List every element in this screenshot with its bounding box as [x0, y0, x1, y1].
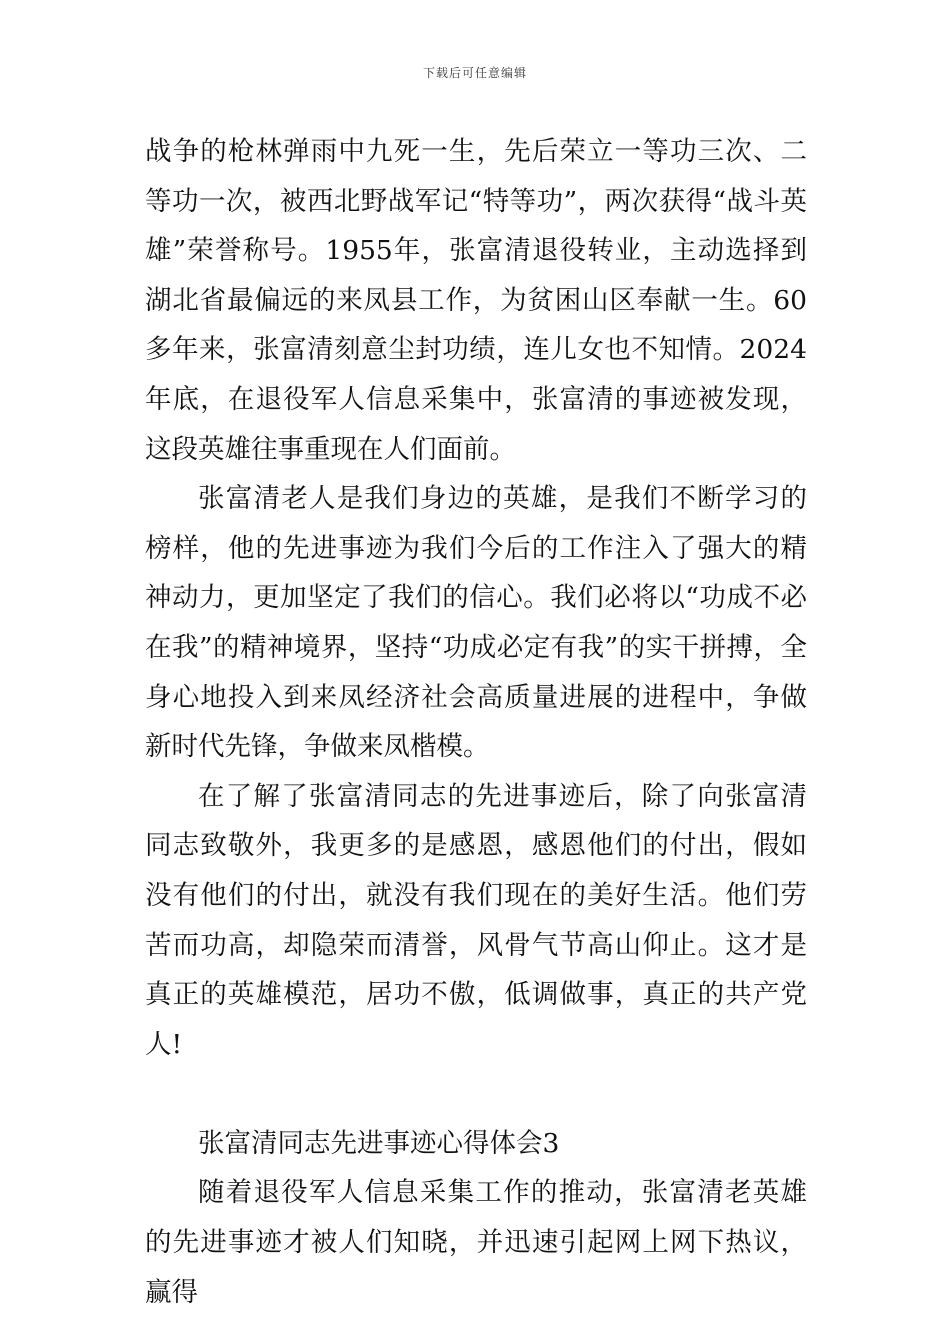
section-title: 张富清同志先进事迹心得体会3 — [198, 1127, 560, 1159]
page-header-note: 下载后可任意编辑 — [422, 66, 527, 80]
section-spacer — [145, 1069, 807, 1119]
paragraph-3: 在了解了张富清同志的先进事迹后，除了向张富清同志致敬外，我更多的是感恩，感恩他们的付出，假如没有他们的付出，就没有我们现在的美好生活。他们劳苦而功高，却隐荣而清誉，风骨气节高山仰止。这才是真正的英雄模范，居功不傲，低调做事，真正的共产党人! — [145, 780, 807, 1060]
paragraph-1: 战争的枪林弹雨中九死一生，先后荣立一等功三次、二等功一次，被西北野战军记“特等功”，两次获得“战斗英雄”荣誉称号。1955年，张富清退役转业，主动选择到湖北省最偏远的来凤县工作，为贫困山区奉献一生。60多年来，张富清刻意尘封功绩，连儿女也不知情。2024年底，在退役军人信息采集中，张富清的事迹被发现，这段英雄往事重现在人们面前。 — [145, 136, 807, 465]
paragraph-2: 张富清老人是我们身边的英雄，是我们不断学习的榜样，他的先进事迹为我们今后的工作注入了强大的精神动力，更加坚定了我们的信心。我们必将以“功成不必在我”的精神境界，坚持“功成必定有我”的实干拼搏，全身心地投入到来凤经济社会高质量进展的进程中，争做新时代先锋，争做来凤楷模。 — [145, 483, 807, 763]
document-body — [145, 127, 807, 1317]
paragraph-4: 随着退役军人信息采集工作的推动，张富清老英雄的先进事迹才被人们知晓，并迅速引起网上网下热议，赢得 — [145, 1177, 807, 1308]
